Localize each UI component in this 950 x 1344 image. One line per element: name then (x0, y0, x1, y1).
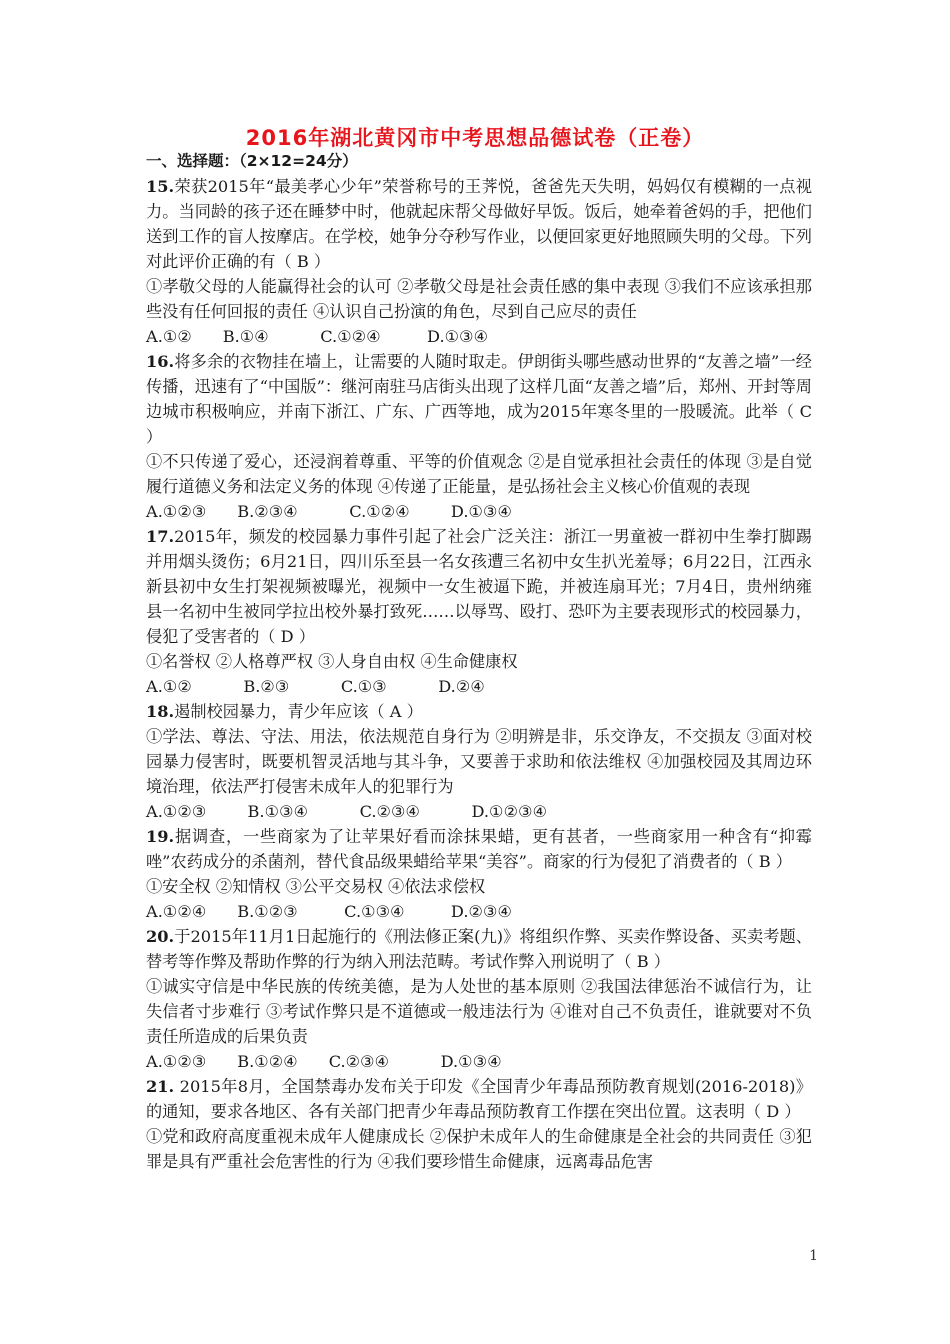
question-stem: 据调查，一些商家为了让苹果好看而涂抹果蜡，更有甚者，一些商家用一种含有“抑霉唑”农药成分的杀菌剂，替代食品级果蜡给苹果“美容”。商家的行为侵犯了消费者的（ B ） (146, 827, 812, 871)
question-items: ①不只传递了爱心，还浸润着尊重、平等的价值观念 ②是自觉承担社会责任的体现 ③是自觉履行道德义务和法定义务的体现 ④传递了正能量，是弘扬社会主义核心价值观的表现 (146, 452, 812, 496)
section-heading: 一、选择题：（2×12=24分） (146, 152, 358, 170)
question-number: 21. (146, 1077, 175, 1096)
question-number: 17. (146, 527, 175, 546)
question-options: A.①②③ B.①③④ C.②③④ D.①②③④ (146, 802, 548, 821)
question-number: 18. (146, 702, 175, 721)
question-20 (146, 924, 812, 1074)
question-options: A.①② B.①④ C.①②④ D.①③④ (146, 327, 489, 346)
question-21 (146, 1074, 812, 1174)
question-options: A.①②④ B.①②③ C.①③④ D.②③④ (146, 902, 513, 921)
question-stem: 将多余的衣物挂在墙上，让需要的人随时取走。伊朗街头哪些感动世界的“友善之墙”一经传播，迅速有了“中国版”：继河南驻马店街头出现了这样几面“友善之墙”后，郑州、开封等周边城市积极响应，并南下浙江、广东、广西等地，成为2015年寒冬里的一股暖流。此举（ C ） (146, 352, 812, 446)
question-items: ①学法、尊法、守法、用法，依法规范自身行为 ②明辨是非，乐交诤友，不交损友 ③面对校园暴力侵害时，既要机智灵活地与其斗争，又要善于求助和依法维权 ④加强校园及其周边环境治理，依法严打侵害未成年人的犯罪行为 (146, 727, 812, 796)
question-stem: 遏制校园暴力，青少年应该（ A ） (174, 702, 423, 721)
question-19 (146, 824, 812, 924)
question-options: A.①②③ B.①②④ C.②③④ D.①③④ (146, 1052, 502, 1071)
question-stem: 2015年8月，全国禁毒办发布关于印发《全国青少年毒品预防教育规划(2016-2018)》的通知，要求各地区、各有关部门把青少年毒品预防教育工作摆在突出位置。这表明（ D ） (146, 1077, 812, 1121)
question-16 (146, 349, 812, 524)
question-options: A.①②③ B.②③④ C.①②④ D.①③④ (146, 502, 513, 521)
question-stem: 2015年，频发的校园暴力事件引起了社会广泛关注：浙江一男童被一群初中生拳打脚踢并用烟头烫伤；6月21日，四川乐至县一名女孩遭三名初中女生扒光羞辱；6月22日，江西永新县初中女生打架视频被曝光，视频中一女生被逼下跪，并被连扇耳光；7月4日，贵州纳雍县一名初中生被同学拉出校外暴打致死……以辱骂、殴打、恐吓为主要表现形式的校园暴力，侵犯了受害者的（ D ） (146, 527, 812, 646)
question-items: ①党和政府高度重视未成年人健康成长 ②保护未成年人的生命健康是全社会的共同责任 ③犯罪是具有严重社会危害性的行为 ④我们要珍惜生命健康，远离毒品危害 (146, 1127, 812, 1171)
question-number: 15. (146, 177, 175, 196)
page-title: 2016年湖北黄冈市中考思想品德试卷（正卷） (245, 126, 705, 150)
question-number: 16. (146, 352, 175, 371)
question-stem: 荣获2015年“最美孝心少年”荣誉称号的王荠悦，爸爸先天失明，妈妈仅有模糊的一点视力。当同龄的孩子还在睡梦中时，他就起床帮父母做好早饭。饭后，她牵着爸妈的手，把他们送到工作的盲人按摩店。在学校，她争分夺秒写作业，以便回家更好地照顾失明的父母。下列对此评价正确的有（ B ） (146, 177, 812, 271)
question-17 (146, 524, 812, 699)
question-stem: 于2015年11月1日起施行的《刑法修正案(九)》将组织作弊、买卖作弊设备、买卖考题、替考等作弊及帮助作弊的行为纳入刑法范畴。考试作弊入刑说明了（ B ） (146, 927, 812, 971)
question-18 (146, 699, 812, 824)
question-number: 19. (146, 827, 175, 846)
exam-content (146, 149, 812, 1174)
question-options: A.①② B.②③ C.①③ D.②④ (146, 677, 485, 696)
page-number: 1 (809, 1248, 818, 1264)
question-items: ①安全权 ②知情权 ③公平交易权 ④依法求偿权 (146, 877, 486, 896)
question-items: ①孝敬父母的人能赢得社会的认可 ②孝敬父母是社会责任感的集中表现 ③我们不应该承担那些没有任何回报的责任 ④认识自己扮演的角色，尽到自己应尽的责任 (146, 277, 812, 321)
question-items: ①名誉权 ②人格尊严权 ③人身自由权 ④生命健康权 (146, 652, 518, 671)
question-number: 20. (146, 927, 175, 946)
question-items: ①诚实守信是中华民族的传统美德，是为人处世的基本原则 ②我国法律惩治不诚信行为，让失信者寸步难行 ③考试作弊只是不道德或一般违法行为 ④谁对自己不负责任，谁就要对不负责任所造成的后果负责 (146, 977, 812, 1046)
question-15 (146, 174, 812, 349)
